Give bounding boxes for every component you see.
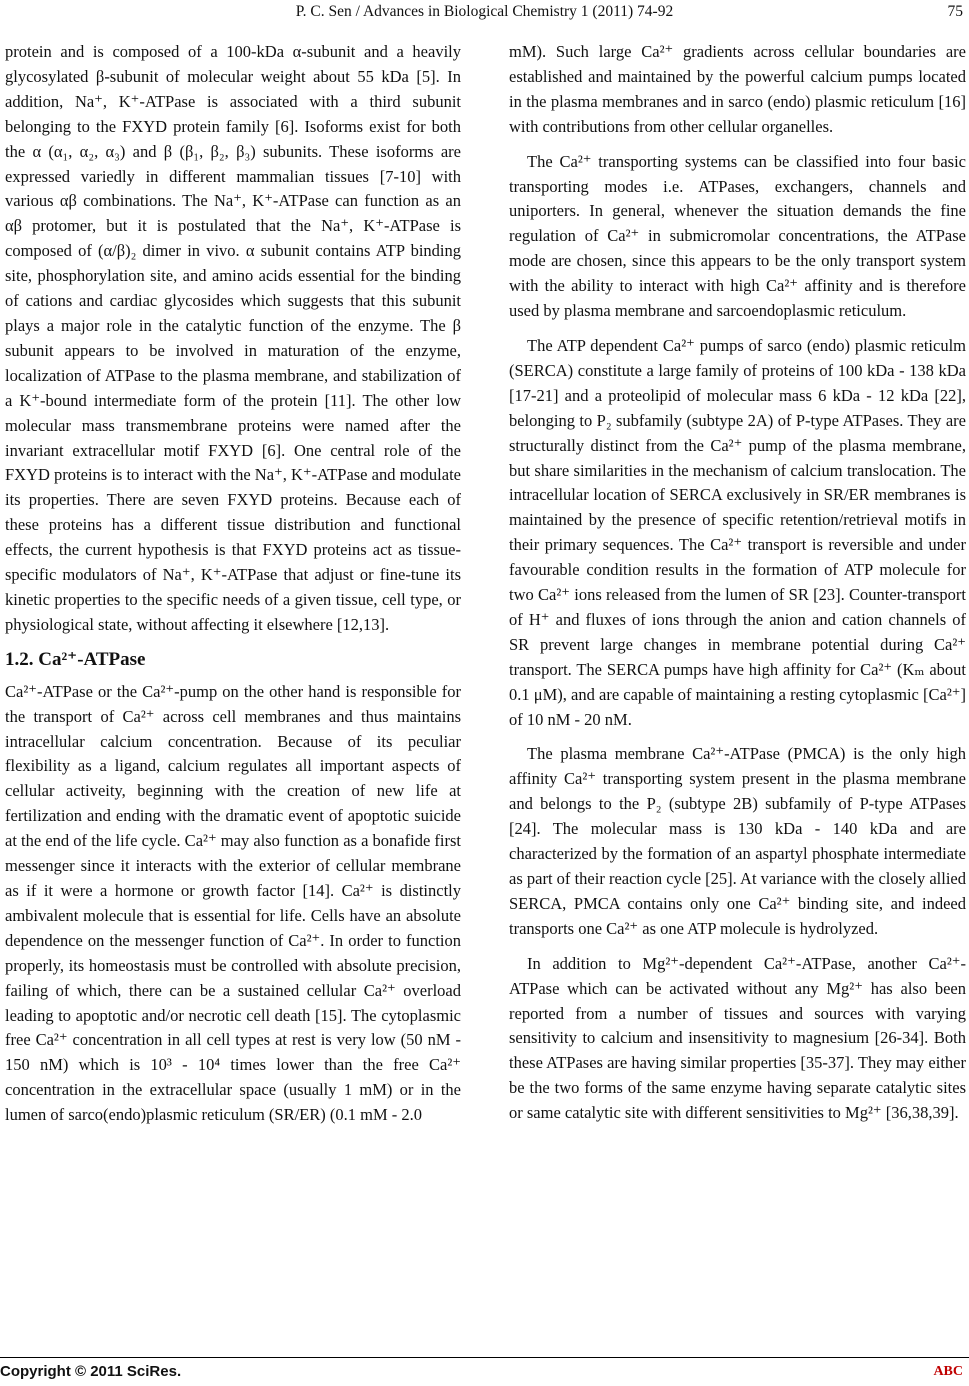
paragraph: In addition to Mg²⁺-dependent Ca²⁺-ATPase, another Ca²⁺-ATPase which can be activated without any Mg²⁺ has also been reported from a number of tissues and sources with varying sensitivity to calcium and insensitivity to magnesium [26-34]. Both these ATPases are having similar properties [35-37]. They may either be the two forms of the same enzyme having separate catalytic sites or same catalytic site with different sensitivities to Mg²⁺ [36,38,39]. [509,953,966,1123]
copyright: Copyright © 2011 SciRes. [0,1363,182,1380]
page-header [0,0,969,22]
left-column [5,40,461,1138]
paragraph: mM). Such large Ca²⁺ gradients across cellular boundaries are established and maintained by the powerful calcium pumps located in the plasma membranes and in sarco (endo) plasmic reticulum [16] with contributions from other cellular organelles. [509,42,966,136]
section-heading: 1.2. Ca²⁺-ATPase [5,648,146,670]
running-head: P. C. Sen / Advances in Biological Chemistry 1 (2011) 74-92 [295,3,674,20]
journal-abbrev: ABC [933,1364,963,1379]
footer-rule [0,1357,969,1358]
paragraph: protein and is composed of a 100-kDa α-subunit and a heavily glycosylated β-subunit of molecular weight about 55 kDa [5]. In addition, Na⁺, K⁺-ATPase is associated with a third subunit belonging to the FXYD protein family [6]. Isoforms exist for both the α (α₁, α₂, α₃) and β (β₁, β₂, β₃) subunits. These isoforms are expressed variedly in different mammalian tissues [7-10] with various αβ combinations. The Na⁺, K⁺-ATPase can function as an αβ protomer, but it is postulated that the Na⁺, K⁺-ATPase is composed of (α/β)₂ dimer in vivo. α subunit contains ATP binding site, phosphorylation site, and amino acids essential for the binding of cations and cardiac glycosides which suggests that this subunit plays a major role in the catalytic function of the enzyme. The β subunit appears to be involved in maturation of the enzyme, localization of ATPase to the plasma membrane, and stabilization of a K⁺-bound intermediate form of the protein [11]. The other low molecular mass transmembrane proteins were named after the invariant extracellular motif FXYD [6]. One central role of the FXYD proteins is to interact with the Na⁺, K⁺-ATPase and modulate its properties. There are seven FXYD proteins. Because each of these proteins has a different tissue distribution and functional effects, the current hypothesis is that FXYD proteins act as tissue-specific modulators of Na⁺, K⁺-ATPase that adjust or fine-tune its kinetic properties to the specific needs of a given tissue, cell type, or physiological state, without affecting it elsewhere [12,13]. [5,42,461,634]
paragraph: The plasma membrane Ca²⁺-ATPase (PMCA) is the only high affinity Ca²⁺ transporting system present in the plasma membrane and belongs to the P₂ (subtype 2B) subfamily of P-type ATPases [24]. The molecular mass is 130 kDa - 140 kDa and are characterized by the formation of an aspartyl phosphate intermediate as part of their reaction cycle [25]. At variance with the closely allied SERCA, PMCA contains only one Ca²⁺ binding site, and indeed transports one Ca²⁺ as one ATP molecule is hydrolyzed. [509,744,966,938]
paragraph: The ATP dependent Ca²⁺ pumps of sarco (endo) plasmic reticulm (SERCA) constitute a large family of proteins of 100 kDa - 138 kDa [17-21] and a proteolipid of molecular mass 6 kDa - 12 kDa [22], belonging to P₂ subfamily (subtype 2A) of P-type ATPases. They are structurally distinct from the Ca²⁺ pump of the plasma membrane, but share similarities in the mechanism of calcium translocation. The intracellular location of SERCA exclusively in SR/ER membranes is maintained by the presence of specific retention/retrieval motifs in their primary sequences. The Ca²⁺ transport is reversible and under favourable condition results in the formation of ATP molecule for two Ca²⁺ ions released from the lumen of SR [23]. Counter-transport of H⁺ and fluxes of ions through the anion and cation channels of SR prevent large changes in membrane potential during Ca²⁺ transport. The SERCA pumps have high affinity for Ca²⁺ (Kₘ about 0.1 μM), and are capable of maintaining a resting cytoplasmic [Ca²⁺] of 10 nM - 20 nM. [509,335,966,729]
paragraph: The Ca²⁺ transporting systems can be classified into four basic transporting modes i.e. ATPases, exchangers, channels and uniporters. In general, whenever the situation demands the fine regulation of Ca²⁺ in submicromolar concentrations, the ATPase mode are chosen, since this appears to be the only transport system with the ability to interact with high Ca²⁺ affinity and is therefore used by plasma membrane and sarcoendoplasmic reticulum. [509,151,966,321]
paragraph: Ca²⁺-ATPase or the Ca²⁺-pump on the other hand is responsible for the transport of Ca²⁺ across cell membranes and thus maintains intracellular calcium concentration. Because of its peculiar flexibility as a ligand, calcium regulates all important aspects of cellular activeity, beginning with the creation of new life at fertilization and ending with the dramatic event of apoptotic suicide at the end of the life cycle. Ca²⁺ may also function as a bonafide first messenger since it interacts with the exterior of cellular membrane as if it were a hormone or growth factor [14]. Ca²⁺ is distinctly ambivalent molecule that is essential for life. Cells have an absolute dependence on the messenger function of Ca²⁺. In order to function properly, its homeostasis must be controlled with absolute precision, failing of which, there can be a sustained cellular Ca²⁺ overload leading to apoptotic and/or necrotic cell death [15]. The cytoplasmic free Ca²⁺ concentration in all cell types at rest is very low (50 nM - 150 nM) which is 10³ - 10⁴ times lower than the free Ca²⁺ concentration in the extracellular space (usually 1 mM) or in the lumen of sarco(endo)plasmic reticulum (SR/ER) (0.1 mM - 2.0 [5,681,461,1125]
page-number: 75 [947,3,963,20]
right-column [509,40,966,1136]
